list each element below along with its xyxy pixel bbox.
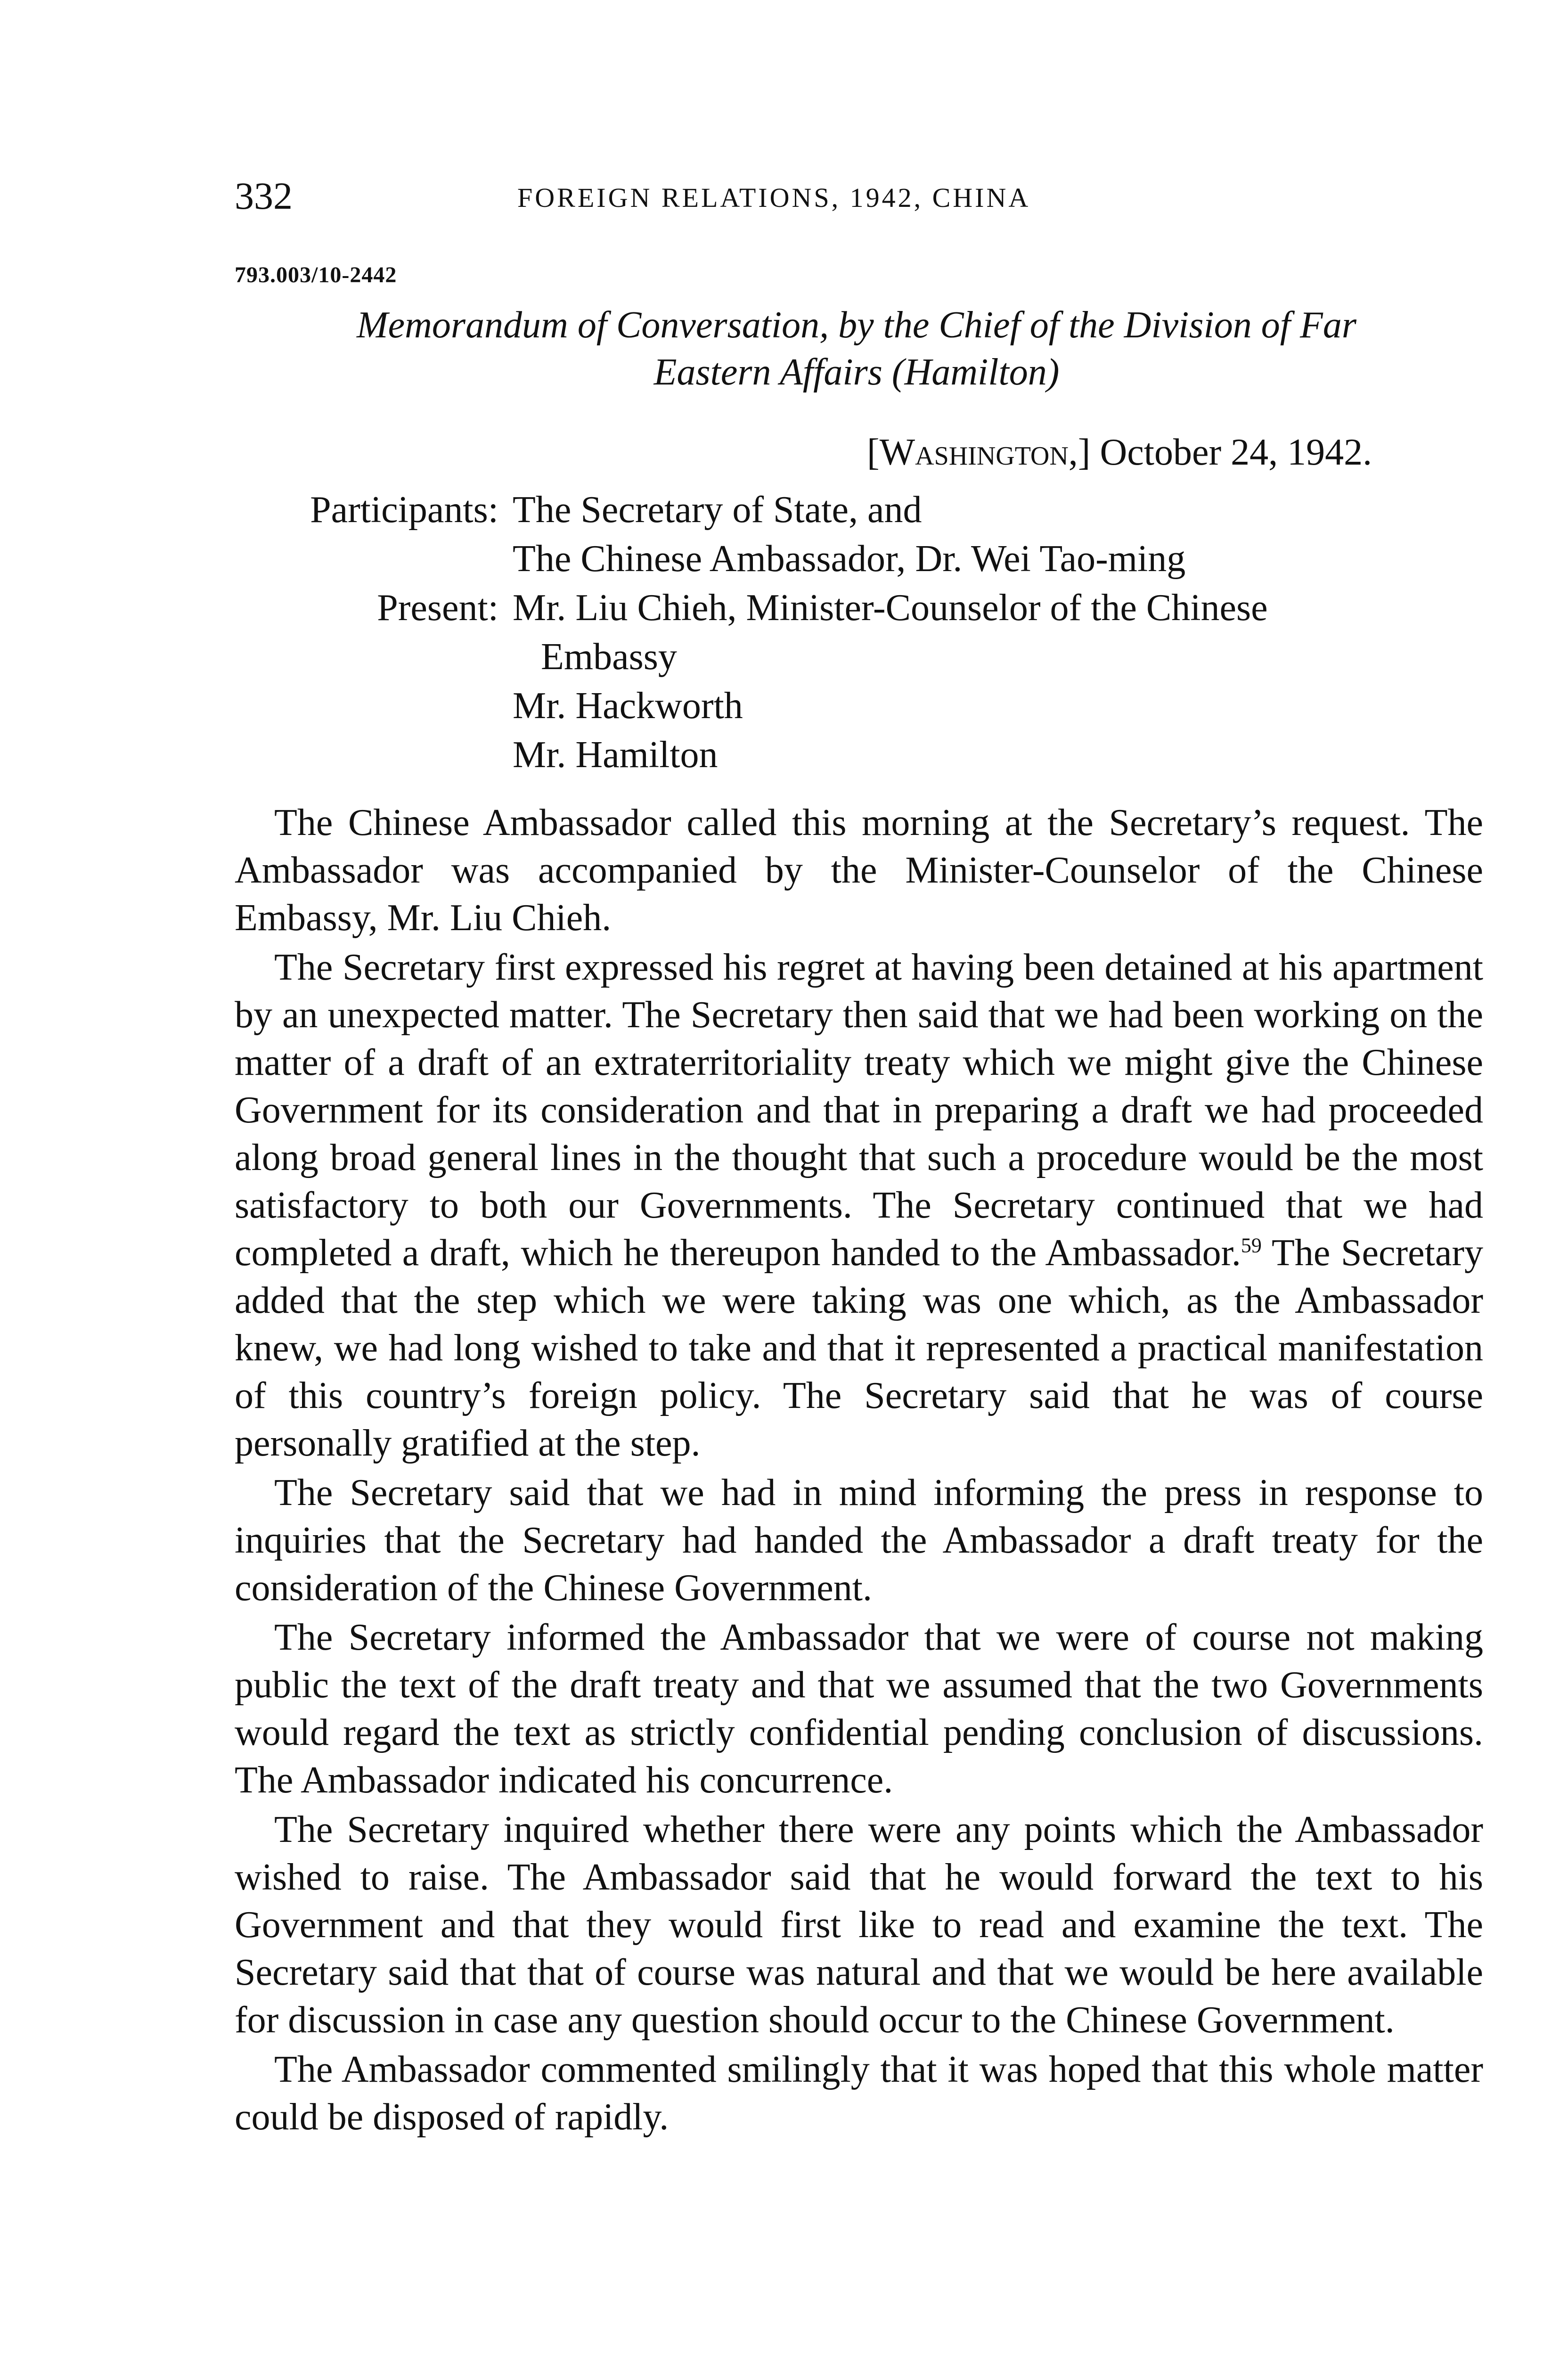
document-file-number: 793.003/10-2442 [235, 262, 397, 287]
present-row [235, 730, 1483, 779]
memo-title [235, 302, 1478, 396]
memo-title-line-2: Eastern Affairs (Hamilton) [653, 352, 1060, 393]
body-paragraph [235, 944, 1483, 1467]
present-entry: Mr. Hackworth [513, 685, 743, 727]
participant-entry: The Secretary of State, and [513, 489, 922, 531]
participants-block [235, 485, 1483, 779]
paragraph-text: The Secretary added that the step which we were taking was one which, as the Ambassador knew, we had long wished to take and that it represented a practical manifestation of this country’s foreign policy. The Secretary said that he was of course personally gratified at the step. [235, 1232, 1483, 1464]
present-label: Present: [377, 587, 498, 629]
body-paragraph: The Secretary inquired whether there were any points which the Ambassador wished to raise. The Ambassador said that he would forward the text to his Government and that they would first like to read and examine the text. The Secretary said that that of course was natural and that we would be here available for discussion in case any question should occur to the Chinese Government. [235, 1809, 1483, 2041]
present-entry: Embassy [541, 636, 677, 678]
memo-title-line-1: Memorandum of Conversation, by the Chief of the Division of Far [357, 304, 1356, 346]
body-paragraph: The Secretary informed the Ambassador that we were of course not making public the text of the draft treaty and that we assumed that the two Governments would regard the text as strictly confidential pending conclusion of discussions. The Ambassador indicated his concurrence. [235, 1617, 1483, 1801]
body-paragraph: The Chinese Ambassador called this morning at the Secretary’s request. The Ambassador was accompanied by the Minister-Counselor of the Chinese Embassy, Mr. Liu Chieh. [235, 802, 1483, 939]
present-row [235, 583, 1483, 632]
running-title: FOREIGN RELATIONS, 1942, CHINA [517, 182, 1031, 213]
page-number: 332 [235, 174, 293, 217]
present-entry: Mr. Liu Chieh, Minister-Counselor of the Chinese [513, 587, 1268, 629]
present-row [235, 632, 1483, 681]
dateline [867, 429, 1372, 476]
dateline-date: October 24, 1942. [1100, 432, 1372, 473]
present-row [235, 681, 1483, 730]
participant-entry: The Chinese Ambassador, Dr. Wei Tao-ming [513, 538, 1186, 580]
paragraph-text: The Secretary first expressed his regret at having been detained at his apartment by an unexpected matter. The Secretary then said that we had been working on the matter of a draft of an extraterritoriality treaty which we might give the Chinese Government for its consideration and that in preparing a draft we had proceeded along broad general lines in the thought that such a procedure would be the most satisfactory to both our Governments. The Secretary continued that we had completed a draft, which he thereupon handed to the Ambassador. [235, 947, 1483, 1274]
present-entry: Mr. Hamilton [513, 734, 718, 776]
body-paragraph: The Ambassador commented smilingly that it was hoped that this whole matter could be disposed of rapidly. [235, 2049, 1483, 2138]
running-header [235, 172, 1478, 224]
dateline-place: [Washington,] [867, 432, 1091, 473]
footnote-reference[interactable]: 59 [1241, 1234, 1262, 1257]
participants-row [235, 485, 1483, 534]
participants-row [235, 534, 1483, 583]
participants-label: Participants: [310, 489, 498, 531]
memo-body [235, 799, 1483, 2141]
body-paragraph: The Secretary said that we had in mind informing the press in response to inquiries that the Secretary had handed the Ambassador a draft treaty for the consideration of the Chinese Government. [235, 1472, 1483, 1609]
